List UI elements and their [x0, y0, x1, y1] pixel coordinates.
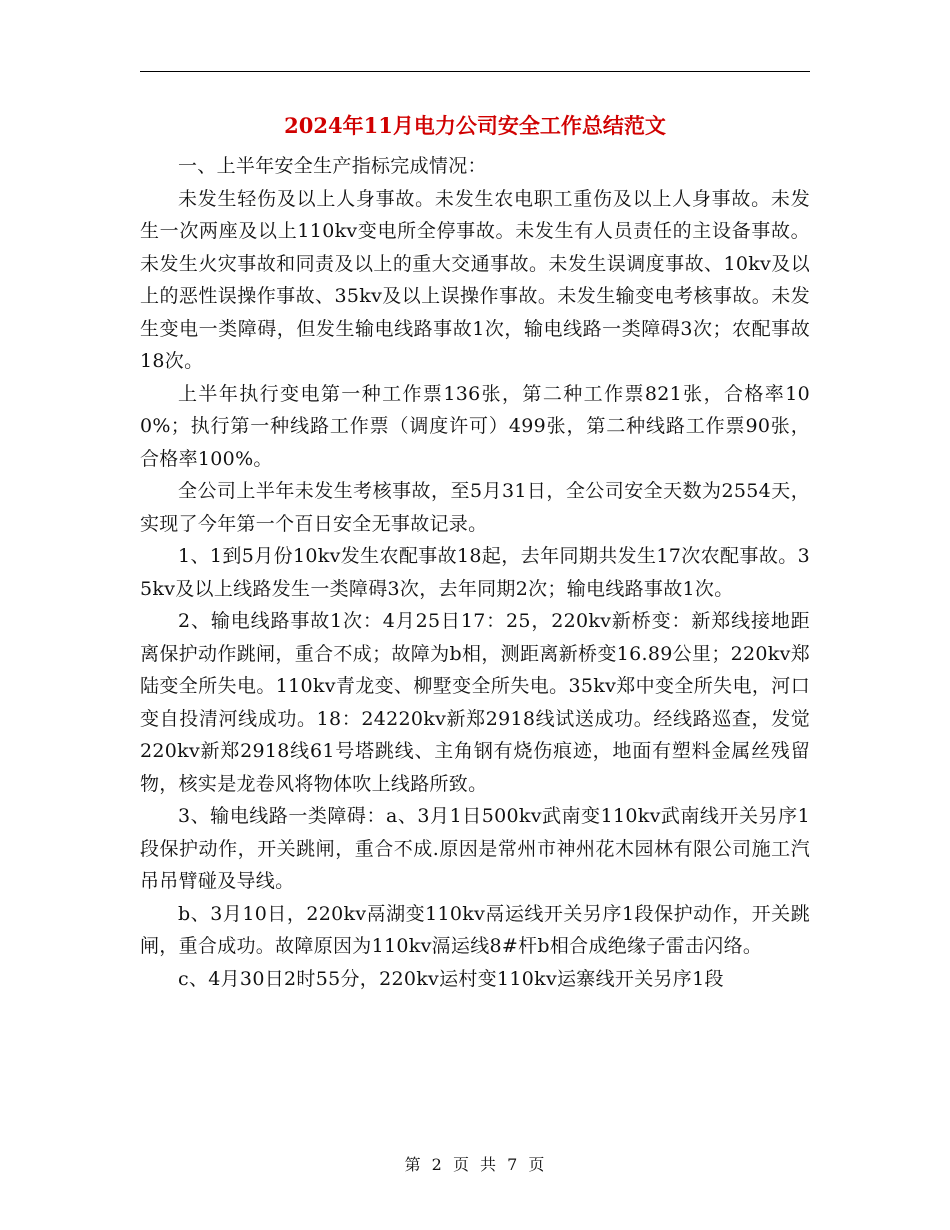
- paragraph: b、3月10日，220kv鬲湖变110kv鬲运线开关另序1段保护动作，开关跳闸，重合成功。故障原因为110kv滆运线8#杆b相合成绝缘子雷击闪络。: [140, 902, 810, 957]
- paragraph: c、4月30日2时55分，220kv运村变110kv运寨线开关另序1段: [178, 967, 724, 990]
- page-number: 第 2 页 共 7 页: [404, 1155, 546, 1174]
- paragraph: 全公司上半年未发生考核事故，至5月31日，全公司安全天数为2554天，实现了今年第一个百日安全无事故记录。: [140, 480, 810, 535]
- document-body: [140, 150, 810, 995]
- paragraph: 1、1到5月份10kv发生农配事故18起，去年同期共发生17次农配事故。35kv及以上线路发生一类障碍3次，去年同期2次；输电线路事故1次。: [140, 545, 810, 600]
- section-heading: 一、上半年安全生产指标完成情况：: [178, 155, 487, 177]
- header-rule: [140, 71, 810, 72]
- paragraph: 3、输电线路一类障碍：a、3月1日500kv武南变110kv武南线开关另序1段保护动作，开关跳闸，重合不成.原因是常州市神州花木园林有限公司施工汽吊吊臂碰及导线。: [140, 805, 810, 892]
- paragraph: 2、输电线路事故1次：4月25日17：25，220kv新桥变：新郑线接地距离保护动作跳闸，重合不成；故障为b相，测距离新桥变16.89公里；220kv郑陆变全所失电。110kv青龙变、柳墅变全所失电。35kv郑中变全所失电，河口变自投清河线成功。18：24220kv新郑2918线试送成功。经线路巡查，发觉220kv新郑2918线61号塔跳线、主角钢有烧伤痕迹，地面有塑料金属丝残留物，核实是龙卷风将物体吹上线路所致。: [140, 610, 810, 795]
- paragraph: 未发生轻伤及以上人身事故。未发生农电职工重伤及以上人身事故。未发生一次两座及以上110kv变电所全停事故。未发生有人员责任的主设备事故。未发生火灾事故和同责及以上的重大交通事故。未发生误调度事故、10kv及以上的恶性误操作事故、35kv及以上误操作事故。未发生输变电考核事故。未发生变电一类障碍，但发生输电线路事故1次，输电线路一类障碍3次；农配事故18次。: [140, 187, 810, 372]
- document-title: 2024年11月电力公司安全工作总结范文: [284, 113, 666, 138]
- paragraph: 上半年执行变电第一种工作票136张，第二种工作票821张，合格率100%；执行第一种线路工作票（调度许可）499张，第二种线路工作票90张，合格率100%。: [140, 382, 810, 470]
